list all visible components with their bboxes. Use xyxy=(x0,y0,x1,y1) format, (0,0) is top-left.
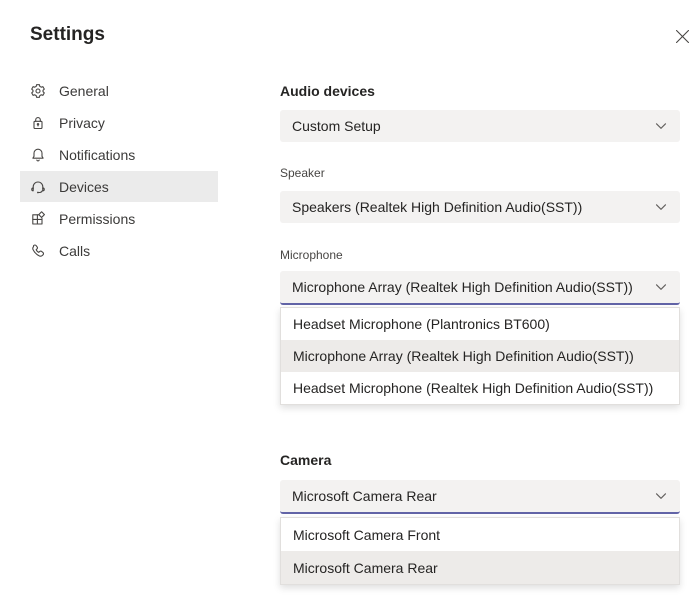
sidebar-item-label: Notifications xyxy=(59,146,136,163)
sidebar-item-permissions[interactable] xyxy=(20,203,218,234)
microphone-option[interactable]: Headset Microphone (Plantronics BT600) xyxy=(293,316,550,332)
camera-value: Microsoft Camera Rear xyxy=(292,488,437,504)
sidebar-item-label: Devices xyxy=(59,178,109,195)
chevron-down-icon xyxy=(654,119,668,133)
audio-devices-header: Audio devices xyxy=(280,83,375,99)
sidebar-item-label: General xyxy=(59,82,109,99)
camera-options-list xyxy=(280,517,680,585)
phone-icon xyxy=(30,243,46,259)
speaker-dropdown[interactable] xyxy=(280,191,680,223)
close-icon xyxy=(676,30,689,43)
sidebar-item-general[interactable] xyxy=(20,75,218,106)
audio-devices-dropdown[interactable] xyxy=(280,110,680,142)
headset-icon xyxy=(30,179,46,195)
sidebar-item-label: Privacy xyxy=(59,114,105,131)
microphone-options-list xyxy=(280,307,680,405)
sidebar-item-notifications[interactable] xyxy=(20,139,218,170)
audio-devices-value: Custom Setup xyxy=(292,118,381,134)
chevron-down-icon xyxy=(654,280,668,294)
gear-icon xyxy=(30,83,46,99)
camera-dropdown[interactable] xyxy=(280,480,680,514)
chevron-down-icon xyxy=(654,200,668,214)
sidebar-item-devices[interactable] xyxy=(20,171,218,202)
speaker-value: Speakers (Realtek High Definition Audio(SST)) xyxy=(292,199,583,215)
camera-option[interactable]: Microsoft Camera Front xyxy=(293,526,441,543)
microphone-option[interactable]: Headset Microphone (Realtek High Definition Audio(SST)) xyxy=(293,380,654,396)
apps-icon xyxy=(30,211,46,227)
sidebar-item-privacy[interactable] xyxy=(20,107,218,138)
sidebar-item-calls[interactable] xyxy=(20,235,218,266)
sidebar-item-label: Calls xyxy=(59,242,91,259)
microphone-option-highlighted[interactable]: Microphone Array (Realtek High Definition Audio(SST)) xyxy=(281,340,679,372)
close-button[interactable] xyxy=(671,25,693,47)
microphone-dropdown[interactable] xyxy=(280,271,680,305)
page-title: Settings xyxy=(30,24,105,45)
microphone-label: Microphone xyxy=(280,248,343,262)
lock-icon xyxy=(30,115,46,131)
speaker-label: Speaker xyxy=(280,166,325,180)
bell-icon xyxy=(30,147,46,163)
camera-header: Camera xyxy=(280,452,332,468)
microphone-value: Microphone Array (Realtek High Definition Audio(SST)) xyxy=(292,279,633,295)
sidebar-item-label: Permissions xyxy=(59,210,136,227)
chevron-down-icon xyxy=(654,489,668,503)
camera-option-highlighted[interactable]: Microsoft Camera Rear xyxy=(281,551,679,584)
